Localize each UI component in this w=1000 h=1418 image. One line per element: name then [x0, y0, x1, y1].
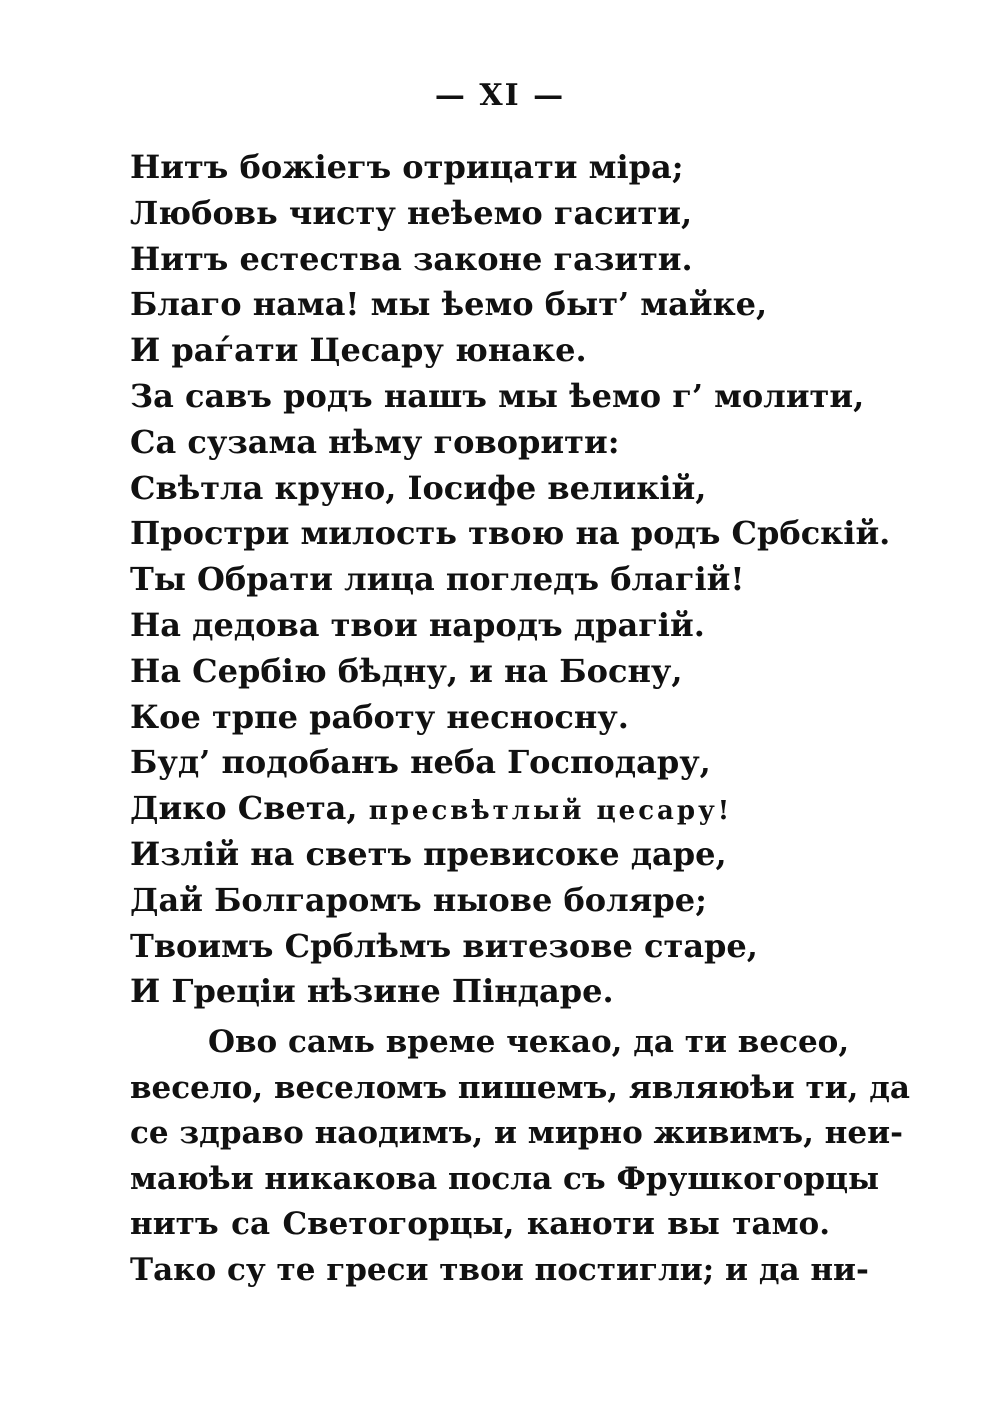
verse-line: Кое трпе работу несносну. — [130, 697, 629, 736]
verse-line: Свѣтла круно, Іосифе великій, — [130, 468, 707, 507]
verse-line: Са сузама нѣму говорити: — [130, 422, 620, 461]
verse-line: На дедова твои народъ драгій. — [130, 605, 705, 644]
verse-line-start: Дико Света, — [130, 789, 369, 828]
prose-line: се здраво наодимъ, и мирно живимъ, неи- — [130, 1115, 903, 1151]
verse-line: Ты Обрати лица погледъ благій! — [130, 560, 745, 599]
prose-line: Тако су те греси твои постигли; и да ни- — [130, 1251, 869, 1288]
verse-line: Дай Болгаромъ ныове боляре; — [130, 880, 707, 919]
verse-line: На Сербію бѣдну, и на Босну, — [130, 651, 683, 690]
verse-line: Простри милость твою на родъ Србскій. — [130, 514, 891, 553]
prose-line: маюѣи никакова посла съ Фрушкогорцы — [130, 1160, 880, 1197]
verse-line-emphasis — [130, 786, 890, 832]
page-number: — XI — — [434, 78, 566, 113]
verse-line: Буд’ подобанъ неба Господару, — [130, 743, 711, 782]
prose-line: Ово самь време чекао, да ти весео, — [208, 1024, 850, 1060]
prose-paragraph — [130, 1020, 910, 1293]
verse-line: И Греціи нѣзине Піндаре. — [130, 972, 614, 1011]
verse-line: Нитъ естества законе газити. — [130, 239, 693, 278]
verse-line: И раѓати Цесару юнаке. — [130, 331, 587, 370]
verse-line: Благо нама! мы ѣемо быт’ майке, — [130, 285, 768, 324]
prose-line: нитъ са Светогорцы, каноти вы тамо. — [130, 1206, 830, 1242]
spaced-emphasis-text: пресвѣтлый цесару! — [368, 796, 733, 827]
prose-line: весело, веселомъ пишемъ, являюѣи ти, да — [130, 1069, 910, 1106]
verse-line: Любовь чисту неѣемо гасити, — [130, 193, 693, 232]
verse-line: Твоимъ Срблѣмъ витезове старе, — [130, 926, 758, 965]
verse-line: За савъ родъ нашъ мы ѣемо г’ молити, — [130, 376, 865, 415]
verse-line: Нитъ божіегъ отрицати міра; — [130, 148, 684, 186]
verse-block — [130, 145, 890, 1015]
verse-line: Излій на светъ превисоке даре, — [130, 834, 727, 873]
